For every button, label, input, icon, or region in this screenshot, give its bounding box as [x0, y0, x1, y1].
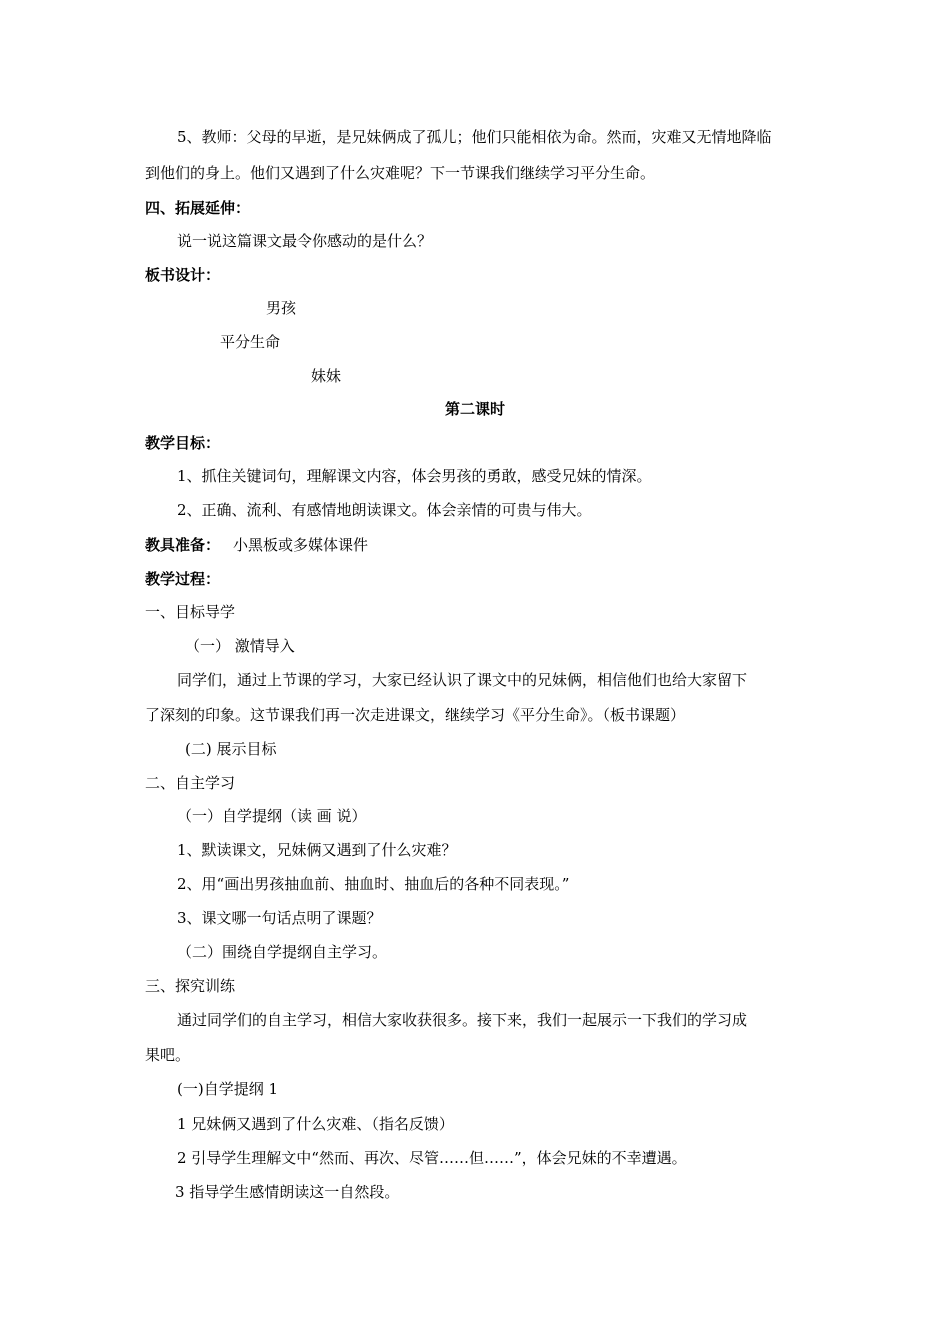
paragraph-line: （一）自学提纲（读 画 说）: [177, 807, 367, 825]
paragraph-line: 1、抓住关键词句，理解课文内容，体会男孩的勇敢，感受兄妹的情深。: [177, 467, 652, 485]
board-design-item: 妹妹: [311, 367, 342, 385]
paragraph-line: 1 兄妹俩又遇到了什么灾难、（指名反馈）: [177, 1115, 454, 1133]
paragraph-line: 1、默读课文，兄妹俩又遇到了什么灾难？: [177, 841, 457, 859]
lesson-title: 第二课时: [444, 400, 505, 418]
paragraph-line: (二) 展示目标: [185, 740, 277, 758]
paragraph-line: 说一说这篇课文最令你感动的是什么？: [177, 232, 433, 250]
paragraph-line: 2、用“画出男孩抽血前、抽血时、抽血后的各种不同表现。”: [177, 875, 570, 893]
paragraph-line: 通过同学们的自主学习，相信大家收获很多。接下来，我们一起展示一下我们的学习成: [177, 1011, 748, 1029]
paragraph-line: 3 指导学生感情朗读这一自然段。: [175, 1183, 400, 1201]
paragraph-line: 2 引导学生理解文中“然而、再次、尽管……但……”，体会兄妹的不幸遭遇。: [177, 1149, 687, 1167]
paragraph-line: 果吧。: [145, 1046, 191, 1064]
section-heading: 板书设计：: [145, 266, 221, 284]
paragraph-line: 2、正确、流利、有感情地朗读课文。体会亲情的可贵与伟大。: [177, 501, 592, 519]
paragraph-line: 小黑板或多媒体课件: [233, 536, 369, 554]
section-heading: 教具准备：: [145, 536, 221, 554]
paragraph-line: 5、教师：父母的早逝，是兄妹俩成了孤儿；他们只能相依为命。然而，灾难又无情地降临: [177, 128, 772, 146]
paragraph-line: 同学们，通过上节课的学习，大家已经认识了课文中的兄妹俩，相信他们也给大家留下: [177, 671, 748, 689]
board-design-item: 男孩: [266, 299, 297, 317]
paragraph-line: 了深刻的印象。这节课我们再一次走进课文，继续学习《平分生命》。（板书课题）: [145, 706, 686, 724]
section-heading: 四、拓展延伸：: [145, 199, 251, 217]
paragraph-line: 二、自主学习: [145, 774, 236, 792]
paragraph-line: (一)自学提纲 1: [177, 1080, 279, 1098]
paragraph-line: （二）围绕自学提纲自主学习。: [177, 943, 388, 961]
paragraph-line: 3、课文哪一句话点明了课题？: [177, 909, 382, 927]
paragraph-line: （一） 激情导入: [185, 637, 295, 655]
paragraph-line: 三、探究训练: [145, 977, 236, 995]
section-heading: 教学过程：: [145, 570, 221, 588]
paragraph-line: 一、目标导学: [145, 603, 236, 621]
section-heading: 教学目标：: [145, 434, 221, 452]
paragraph-line: 到他们的身上。他们又遇到了什么灾难呢？下一节课我们继续学习平分生命。: [145, 164, 656, 182]
board-design-item: 平分生命: [220, 333, 281, 351]
